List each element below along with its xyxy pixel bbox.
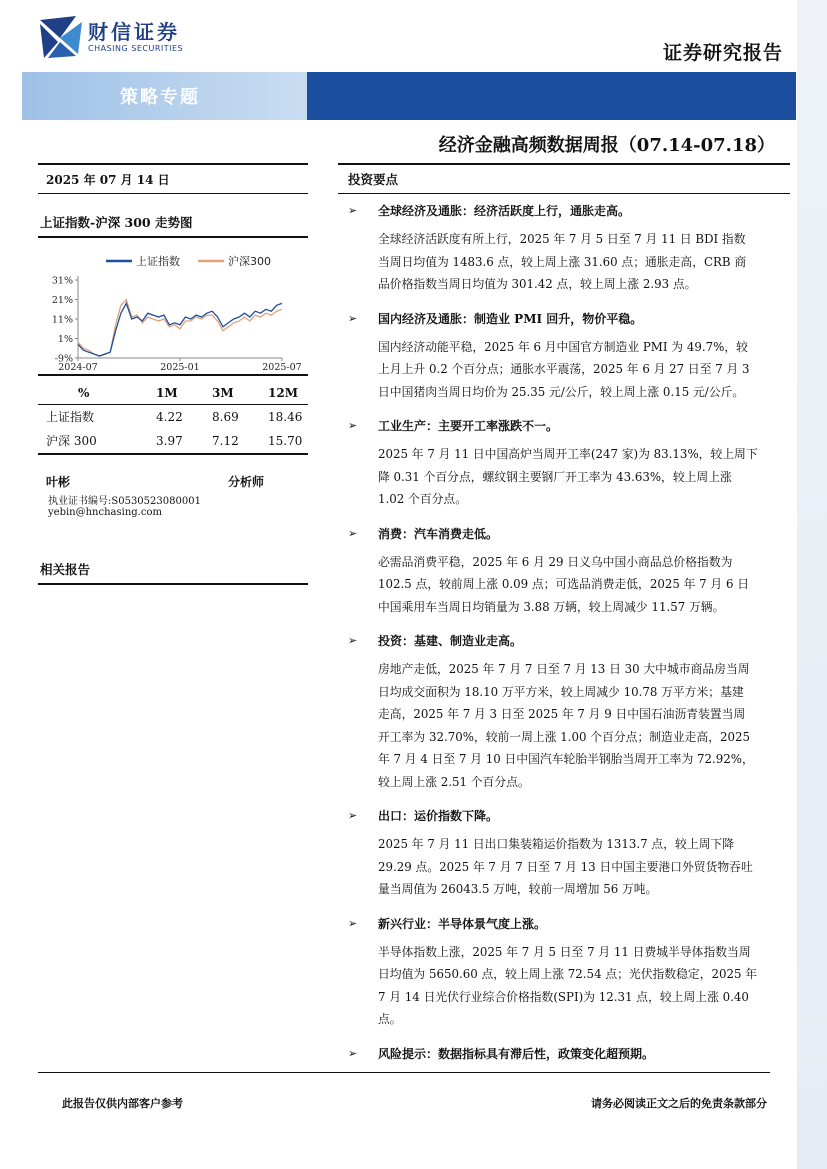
key-point-body (338, 827, 790, 907)
table-cell: 上证指数 (46, 410, 95, 424)
footer-disclaimer-right: 请务必阅读正文之后的免责条款部分 (591, 1097, 767, 1110)
arrow-bullet-icon: ➢ (348, 916, 358, 930)
key-point-body-line: 7 月 14 日光伏行业综合价格指数(SPI)为 12.31 点，较上周上涨 0.40 (378, 989, 749, 1004)
table-header-cell: 12M (268, 386, 298, 400)
key-point-heading (338, 1043, 790, 1065)
key-point-heading (338, 308, 790, 330)
y-tick-label: -9% (54, 353, 73, 365)
key-point-body-line: 1.02 个百分点。 (378, 492, 468, 506)
key-point-heading (338, 913, 790, 935)
key-point-body-line: 国内经济动能平稳，2025 年 6 月中国官方制造业 PMI 为 49.7%，较 (378, 339, 748, 354)
key-point-body-line: 全球经济活跃度有所上行，2025 年 7 月 5 日至 7 月 11 日 BDI 指数 (378, 232, 746, 246)
divider (38, 193, 308, 194)
series-line (78, 303, 282, 356)
analyst-info (38, 473, 308, 533)
key-points-title: 投资要点 (348, 172, 399, 187)
key-point-heading-text: 国内经济及通胀：制造业 PMI 回升，物价平稳。 (378, 311, 643, 326)
arrow-bullet-icon: ➢ (348, 204, 358, 217)
arrow-bullet-icon: ➢ (348, 419, 358, 432)
key-point-body (338, 935, 790, 1037)
key-point-body-line: 上月上升 0.2 个百分点；通胀水平震荡，2025 年 6 月 27 日至 7 月 3 (378, 362, 750, 376)
legend-label: 沪深300 (228, 255, 271, 268)
analyst-name: 叶彬 (46, 475, 71, 489)
key-point-heading (338, 523, 790, 545)
x-tick-label: 2025-01 (160, 362, 200, 370)
key-point-heading-text: 全球经济及通胀：经济活跃度上行，通胀走高。 (378, 204, 631, 218)
key-point-body-line: 日中国猪肉当周日均价为 25.35 元/公斤，较上周上涨 0.15 元/公斤。 (378, 384, 745, 399)
divider (38, 374, 308, 376)
key-point-body-line: 当周日均值为 1483.6 点，较上周上涨 31.60 点；通胀走高，CRB 商 (378, 254, 747, 269)
key-point-body-line: 2025 年 7 月 11 日出口集装箱运价指数为 1313.7 点，较上周下降 (378, 837, 735, 851)
report-date: 2025 年 07 月 14 日 (46, 173, 170, 187)
table-cell: 15.70 (268, 433, 303, 448)
report-type: 证券研究报告 (662, 42, 783, 64)
table-row (38, 429, 308, 454)
key-point-body-line: 中国乘用车当周日均销量为 3.88 万辆，较上周减少 11.57 万辆。 (378, 599, 725, 614)
logo-mark-icon (38, 14, 84, 60)
key-point-item (338, 630, 790, 799)
key-point-body-line: 29.29 点。2025 年 7 月 7 日至 7 月 13 日中国主要港口外贸货物吞吐 (378, 859, 753, 874)
key-point-item (338, 523, 790, 625)
arrow-bullet-icon: ➢ (348, 1046, 358, 1060)
key-point-heading-text: 消费：汽车消费走低。 (378, 526, 499, 541)
left-sidebar (38, 163, 308, 585)
related-reports-label: 相关报告 (40, 562, 91, 577)
divider (38, 583, 308, 585)
arrow-bullet-icon: ➢ (348, 809, 358, 822)
key-point-body-line: 必需品消费平稳，2025 年 6 月 29 日义乌中国小商品总价格指数为 (378, 554, 733, 569)
key-point-body-line: 年 7 月 4 日至 7 月 10 日中国汽车轮胎半钢胎当周开工率为 72.92%， (378, 752, 754, 766)
legend-label: 上证指数 (136, 255, 180, 268)
key-point-heading-text: 投资：基建、制造业走高。 (378, 634, 523, 648)
table-header-cell: 3M (212, 386, 234, 400)
table-cell: 4.22 (156, 409, 183, 424)
analyst-email[interactable]: yebin@hnchasing.com (48, 507, 162, 518)
table-cell: 8.69 (212, 409, 239, 424)
divider (338, 193, 790, 194)
key-point-body-line: 点。 (378, 1012, 402, 1026)
key-point-heading-text: 工业生产：主要开工率涨跌不一。 (378, 419, 559, 433)
series-line (78, 300, 282, 357)
key-point-body-line: 日均成交面积为 18.10 万平方米，较上周减少 10.78 万平方米；基建 (378, 684, 744, 699)
y-tick-label: 11% (51, 314, 73, 326)
arrow-bullet-icon: ➢ (348, 311, 358, 325)
key-point-body-line: 102.5 点，较前周上涨 0.09 点；可选品消费走低，2025 年 7 月 6 日 (378, 577, 750, 591)
performance-table (38, 380, 308, 455)
related-reports (38, 555, 308, 585)
logo-name-en: CHASING SECURITIES (88, 44, 184, 53)
key-point-heading-text: 出口：运价指数下降。 (378, 809, 499, 823)
key-point-heading (338, 415, 790, 437)
right-margin-strip (797, 0, 827, 1169)
key-point-item (338, 415, 790, 517)
y-tick-label: 31% (51, 275, 73, 287)
table-row (38, 405, 308, 430)
key-point-body (338, 437, 790, 517)
key-point-body-line: 开工率为 32.70%，较前一周上涨 1.00 个百分点；制造业走高，2025 (378, 729, 751, 744)
footer-disclaimer-left: 此报告仅供内部客户参考 (62, 1097, 183, 1110)
y-tick-label: 21% (51, 295, 73, 306)
key-point-body-line: 较上周上涨 2.51 个百分点。 (378, 774, 530, 789)
table-header-row (38, 380, 308, 405)
arrow-bullet-icon: ➢ (348, 526, 358, 540)
key-point-body (338, 330, 790, 410)
key-point-heading (338, 630, 790, 652)
company-logo (38, 14, 188, 60)
trend-chart-label: 上证指数-沪深 300 走势图 (40, 215, 193, 230)
y-tick-label: 1% (57, 334, 73, 345)
trend-chart-svg (38, 240, 308, 370)
x-tick-label: 2025-07 (262, 362, 302, 370)
key-point-body-line: 量当周值为 26043.5 万吨，较前一周增加 56 万吨。 (378, 882, 658, 896)
key-points-section (338, 163, 790, 1065)
table-header-cell: 1M (156, 386, 178, 400)
key-point-heading-text: 风险提示：数据指标具有滞后性，政策变化超预期。 (378, 1046, 655, 1061)
key-point-item (338, 200, 790, 302)
table-cell: 7.12 (212, 433, 239, 448)
key-point-body-line: 半导体指数上涨，2025 年 7 月 5 日至 7 月 11 日费城半导体指数当周 (378, 944, 751, 959)
key-point-item (338, 308, 790, 410)
table-cell: 18.46 (268, 409, 303, 424)
document-title: 经济金融高频数据周报（07.14-07.18） (438, 135, 775, 156)
table-header-cell: % (78, 386, 90, 400)
key-points-list (338, 200, 790, 1065)
footer-divider (38, 1072, 770, 1073)
key-point-body-line: 品价格指数当周日均值为 301.42 点，较上周上涨 2.93 点。 (378, 277, 697, 291)
divider (38, 236, 308, 238)
key-point-body (338, 545, 790, 625)
key-point-body (338, 652, 790, 799)
key-point-item (338, 1043, 790, 1065)
banner-label: 策略专题 (120, 87, 200, 108)
x-tick-label: 2024-07 (58, 362, 98, 370)
analyst-role: 分析师 (228, 475, 265, 489)
key-point-item (338, 805, 790, 907)
key-point-body-line: 日均值为 5650.60 点，较上周上涨 72.54 点；光伏指数稳定，2025 年 (378, 967, 758, 981)
logo-name-cn: 财信证券 (88, 20, 180, 44)
category-banner (22, 72, 796, 120)
key-point-body-line: 降 0.31 个百分点，螺纹钢主要钢厂开工率为 43.63%，较上周上涨 (378, 469, 732, 484)
key-point-body-line: 2025 年 7 月 11 日中国高炉当周开工率(247 家)为 83.13%，较上周下 (378, 447, 758, 461)
table-cell: 3.97 (156, 433, 183, 448)
key-point-heading-text: 新兴行业：半导体景气度上涨。 (378, 916, 547, 931)
key-point-body (338, 222, 790, 302)
key-point-item (338, 913, 790, 1037)
key-point-body-line: 房地产走低，2025 年 7 月 7 日至 7 月 13 日 30 大中城市商品房当周 (378, 662, 750, 676)
key-point-heading (338, 805, 790, 827)
key-point-heading (338, 200, 790, 222)
analyst-cert: 执业证书编号:S0530523080001 (48, 496, 201, 507)
trend-chart (38, 240, 308, 370)
arrow-bullet-icon: ➢ (348, 634, 358, 647)
key-point-body-line: 走高，2025 年 7 月 3 日至 2025 年 7 月 9 日中国石油沥青装置当周 (378, 707, 746, 721)
table-cell: 沪深 300 (46, 434, 97, 448)
